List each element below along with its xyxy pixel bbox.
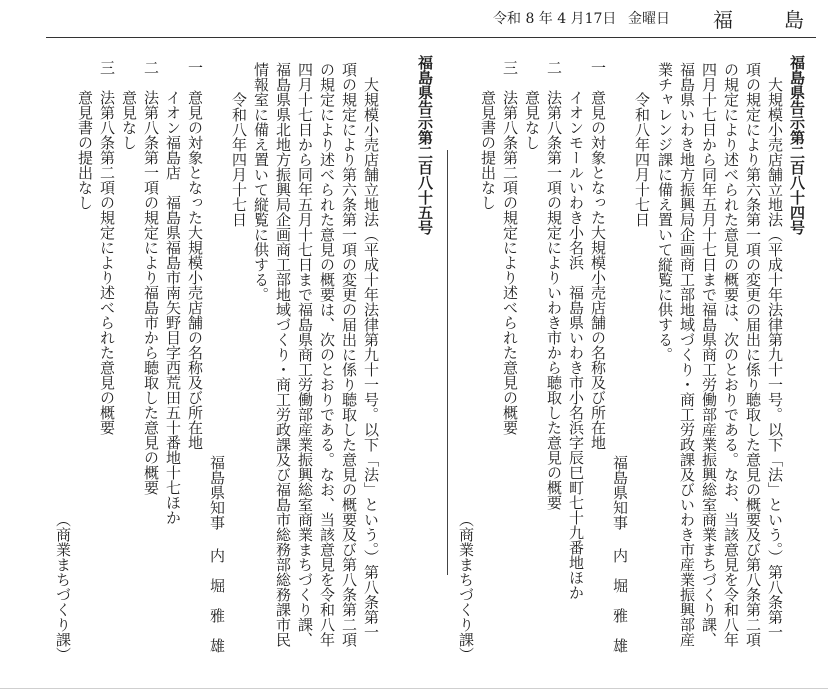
- notice-285-item-heading: 法第八条第二項の規定により述べられた意見の概要: [98, 90, 116, 435]
- issue-date: 令和 8 年 4 月17日: [493, 11, 617, 27]
- notice-284-item-heading: 法第八条第一項の規定によりいわき市から聴取した意見の概要: [545, 90, 563, 510]
- notice-284-department: （商業まちづくり課）: [457, 512, 475, 662]
- notice-285-item-heading: 法第八条第一項の規定により福島市から聴取した意見の概要: [142, 90, 160, 495]
- notice-285-body-line: 項の規定により第六条第一項の変更の届出に係り聴取した意見の概要及び第八条第二項: [340, 62, 358, 647]
- notice-285-item-content: イオン福島店 福島県福島市南矢野目字西荒田五十番地十七ほか: [164, 90, 182, 525]
- notice-285-body-line: 福島県県北地方振興局企画商工部地域づくり・商工労政課及び福島市総務部総務課市民: [274, 62, 292, 647]
- notice-284-item-heading: 法第八条第二項の規定により述べられた意見の概要: [501, 90, 519, 435]
- notice-285-body-line: 四月十七日から同年五月十七日まで福島県商工労働部産業振興総室商業まちづくり課、: [296, 62, 314, 647]
- notice-284-signer-title: 福島県知事: [611, 455, 629, 530]
- notice-285-item-content: 意見なし: [120, 90, 138, 150]
- notice-284-item-number: 二: [545, 60, 563, 75]
- notice-285-item-heading: 意見の対象となった大規模小売店舗の名称及び所在地: [186, 90, 204, 450]
- notice-284-body-line: の規定により述べられた意見の概要は、次のとおりである。なお、当該意見を令和八年: [722, 62, 740, 647]
- notice-285-item-content: 意見書の提出なし: [76, 90, 94, 210]
- notice-285-body-line: の規定により述べられた意見の概要は、次のとおりである。なお、当該意見を令和八年: [318, 62, 336, 647]
- notice-284-item-content: 意見なし: [523, 90, 541, 150]
- notice-285-item-number: 三: [98, 60, 116, 75]
- notice-285-item-number: 二: [142, 60, 160, 75]
- notice-284-body-line: 業チャレンジ課に備え置いて縦覧に供する。: [656, 62, 674, 362]
- notice-284-body-line: 項の規定により第六条第一項の変更の届出に係り聴取した意見の概要及び第八条第二項: [744, 62, 762, 647]
- notice-284-body-line: 福島県いわき地方振興局企画商工部地域づくり・商工労政課及びいわき市産業振興部産: [678, 62, 696, 647]
- notice-285-date: 令和八年四月十七日: [230, 92, 248, 227]
- header-rule: [46, 37, 816, 38]
- notice-284-date: 令和八年四月十七日: [633, 92, 651, 227]
- notice-284-title: 福島県告示第二百八十四号: [788, 55, 806, 235]
- notice-285-department: （商業まちづくり課）: [54, 512, 72, 662]
- notice-284-signer-name: 内 堀 雅 雄: [611, 548, 629, 653]
- notice-284-item-content: 意見書の提出なし: [479, 90, 497, 210]
- notice-285-title: 福島県告示第二百八十五号: [416, 55, 434, 235]
- notice-285-body-line: 大規模小売店舗立地法（平成十年法律第九十一号。以下「法」という。）第八条第一: [362, 77, 380, 640]
- notice-284-item-heading: 意見の対象となった大規模小売店舗の名称及び所在地: [589, 90, 607, 450]
- notice-285-signer-name: 内 堀 雅 雄: [208, 548, 226, 653]
- notice-285-item-number: 一: [186, 60, 204, 75]
- notice-separator-rule: [447, 150, 448, 575]
- notice-284-item-number: 一: [589, 60, 607, 75]
- gazette-title-char-1: 福: [713, 8, 733, 32]
- notice-285-body-line: 情報室に備え置いて縦覧に供する。: [252, 62, 270, 302]
- gazette-title-char-2: 島: [784, 8, 804, 32]
- notice-284-item-number: 三: [501, 60, 519, 75]
- notice-284-body-line: 大規模小売店舗立地法（平成十年法律第九十一号。以下「法」という。）第八条第一: [766, 77, 784, 640]
- notice-285-signer-title: 福島県知事: [208, 455, 226, 530]
- notice-284-item-content: イオンモールいわき小名浜 福島県いわき市小名浜字辰巳町七十九番地ほか: [567, 90, 585, 600]
- issue-weekday: 金曜日: [628, 11, 670, 27]
- page-bottom-edge: [0, 688, 828, 689]
- notice-284-body-line: 四月十七日から同年五月十七日まで福島県商工労働部産業振興総室商業まちづくり課、: [700, 62, 718, 647]
